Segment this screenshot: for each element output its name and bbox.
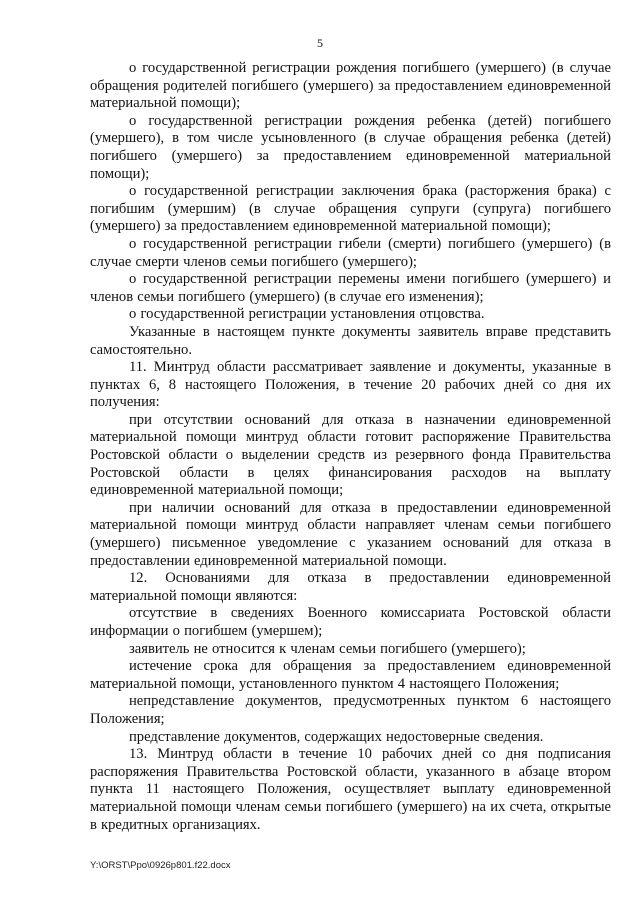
paragraph: представление документов, содержащих недостоверные сведения. — [129, 728, 544, 745]
paragraph: о государственной регистрации заключения брака (расторжения брака) с погибшим (умершим) (в случае обращения супруги (супруга) погибшего (умершего) за предоставлением единовременной материальной помощи); — [90, 183, 611, 235]
paragraph: о государственной регистрации перемены имени погибшего (умершего) и членов семьи погибшего (умершего) (в случае его изменения); — [90, 271, 611, 305]
paragraph: о государственной регистрации рождения ребенка (детей) погибшего (умершего), в том числе усыновленного (в случае обращения ребенка (детей) погибшего (умершего) за предоставлением единовременной материальной помощи); — [90, 112, 611, 182]
paragraph: 13. Минтруд области в течение 10 рабочих дней со дня подписания распоряжения Правительства Ростовской области, указанного в абзаце втором пункта 11 настоящего Положения, осуществляет выплату единовременной материальной помощи членам семьи погибшего (умершего) на их счета, открытые в кредитных организациях. — [90, 746, 611, 833]
paragraph: о государственной регистрации гибели (смерти) погибшего (умершего) (в случае смерти членов семьи погибшего (умершего); — [90, 235, 611, 270]
paragraph: при отсутствии оснований для отказа в назначении единовременной материальной помощи минтруд области готовит распоряжение Правительства Ростовской области о выделении средств из резервного фонда Правительства Ростовской области в целях финансирования расходов на выплату единовременной материальной помощи; — [90, 411, 611, 499]
file-path-footer: Y:\ORST\Ppo\0926p801.f22.docx — [90, 860, 231, 871]
paragraph: истечение срока для обращения за предоставлением единовременной материальной помощи, установленного пунктом 4 настоящего Положения; — [90, 658, 611, 692]
page-number: 5 — [317, 36, 323, 50]
paragraph: о государственной регистрации рождения погибшего (умершего) (в случае обращения родителей погибшего (умершего) за предоставлением единовременной материальной помощи); — [90, 60, 611, 112]
paragraph: заявитель не относится к членам семьи погибшего (умершего); — [129, 640, 526, 657]
paragraph: непредставление документов, предусмотренных пунктом 6 настоящего Положения; — [90, 693, 611, 727]
paragraph: отсутствие в сведениях Военного комиссариата Ростовской области информации о погибшем (умершем); — [90, 605, 611, 639]
document-body — [90, 60, 611, 834]
paragraph: 11. Минтруд области рассматривает заявление и документы, указанные в пунктах 6, 8 настоящего Положения, в течение 20 рабочих дней со дня их получения: — [90, 359, 611, 411]
paragraph: при наличии оснований для отказа в предоставлении единовременной материальной помощи минтруд области направляет членам семьи погибшего (умершего) письменное уведомление с указанием оснований для отказа в предоставлении единовременной материальной помощи. — [90, 499, 611, 569]
paragraph: о государственной регистрации установления отцовства. — [129, 306, 485, 323]
paragraph: Указанные в настоящем пункте документы заявитель вправе представить самостоятельно. — [90, 323, 611, 358]
paragraph: 12. Основаниями для отказа в предоставлении единовременной материальной помощи являются: — [90, 570, 611, 604]
